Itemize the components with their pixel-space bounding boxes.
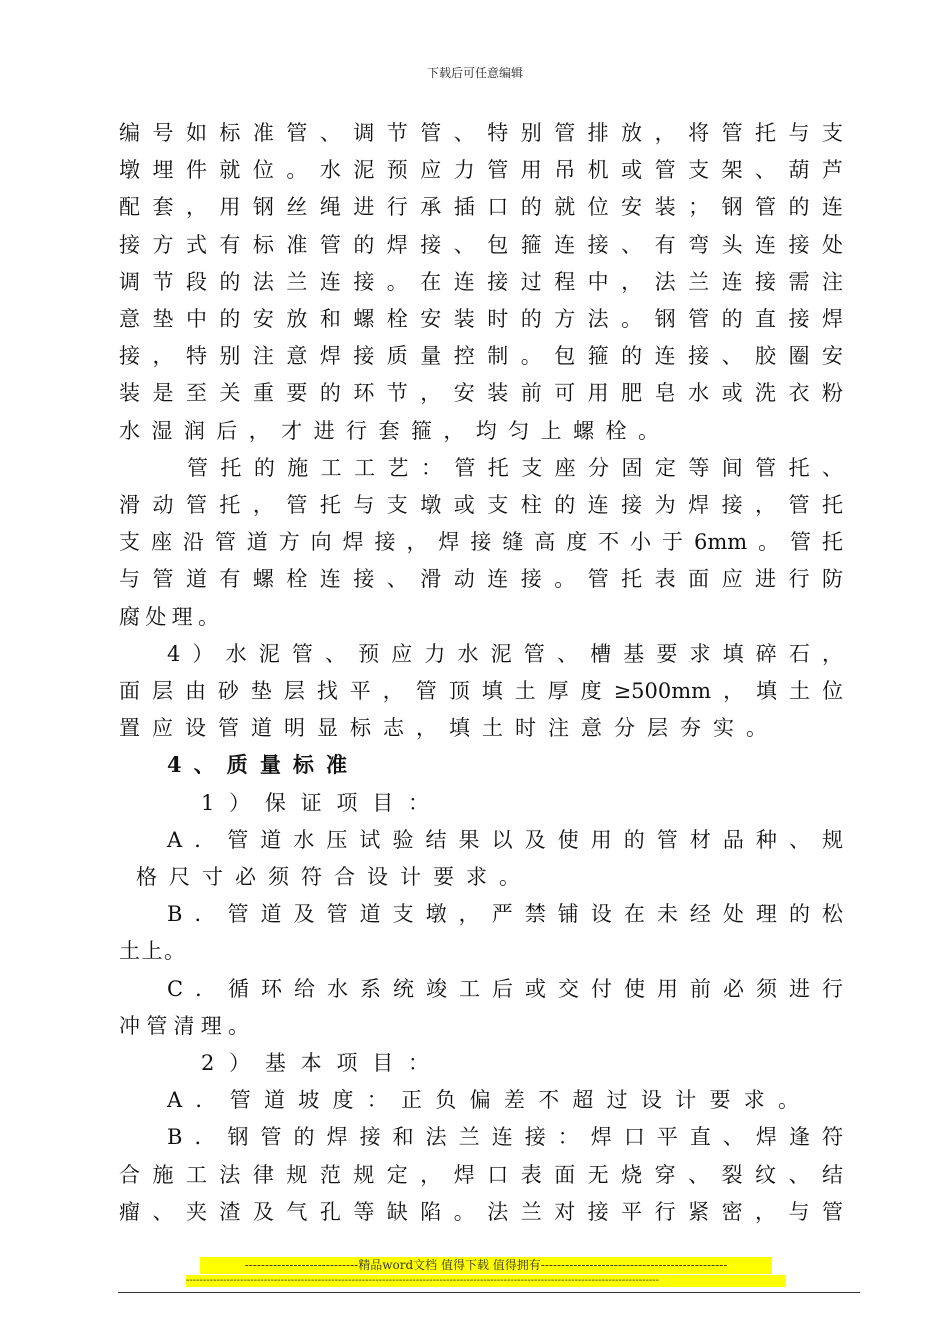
body-line: 编号如标准管、调节管、特别管排放，将管托与支: [119, 121, 843, 145]
body-line: 面层由砂垫层找平，管顶填土厚度≥500mm，填土位: [119, 679, 843, 703]
body-line: 腐处理。: [119, 604, 219, 629]
body-line: 4）水泥管、预应力水泥管、槽基要求填碎石，: [167, 641, 843, 666]
body-line: 意垫中的安放和螺栓安装时的方法。钢管的直接焊: [119, 307, 843, 331]
body-line: 装是至关重要的环节，安装前可用肥皂水或洗衣粉: [119, 381, 843, 406]
body-line: A．管道水压试验结果以及使用的管材品种、规: [167, 827, 843, 852]
body-line: A．管道坡度：正负偏差不超过设计要求。: [167, 1088, 799, 1113]
footer-dashes: --------------------------------------------------------------------------------------------------------------------------------------------: [186, 1275, 786, 1287]
body-line: 格尺寸必须符合设计要求。: [136, 865, 520, 889]
body-line: 合施工法律规范规定，焊口表面无烧穿、裂纹、结: [119, 1162, 843, 1187]
page-header: 下载后可任意编辑: [426, 66, 523, 80]
body-line: 2）基本项目：: [201, 1051, 429, 1075]
footer-banner: ----------------------------精品word文档 值得下载 值得拥有----------------------------------------------: [200, 1257, 772, 1274]
body-line: B．钢管的焊接和法兰连接：焊口平直、焊逢符: [167, 1125, 843, 1150]
body-line: 滑动管托，管托与支墩或支柱的连接为焊接，管托: [119, 493, 843, 517]
body-line: 与管道有螺栓连接、滑动连接。管托表面应进行防: [119, 567, 843, 592]
body-line: B．管道及管道支墩，严禁铺设在未经处理的松: [167, 902, 843, 927]
body-line: 接，特别注意焊接质量控制。包箍的连接、胶圈安: [119, 344, 843, 369]
body-line: 水湿润后，才进行套箍，均匀上螺栓。: [119, 418, 659, 443]
body-line: 接方式有标准管的焊接、包箍连接、有弯头连接处: [119, 232, 843, 257]
body-line: 1）保证项目：: [201, 790, 429, 815]
body-line: 配套，用钢丝绳进行承插口的就位安装；钢管的连: [119, 195, 843, 220]
footer-rule: [118, 1292, 860, 1293]
body-line: C．循环给水系统竣工后或交付使用前必须进行: [167, 976, 843, 1001]
body-line: 管托的施工工艺：管托支座分固定等间管托、: [187, 455, 843, 480]
body-line: 土上。: [119, 939, 185, 964]
body-line: 墩埋件就位。水泥预应力管用吊机或管支架、葫芦: [119, 158, 843, 183]
body-line: 瘤、夹渣及气孔等缺陷。法兰对接平行紧密，与管: [119, 1199, 843, 1224]
body-line: 支座沿管道方向焊接，焊接缝高度不小于6mm。管托: [119, 530, 843, 555]
body-line: 4、质量标准: [167, 752, 347, 778]
body-line: 冲管清理。: [119, 1013, 249, 1038]
body-line: 置应设管道明显标志，填土时注意分层夯实。: [119, 716, 767, 741]
body-line: 调节段的法兰连接。在连接过程中，法兰连接需注: [119, 269, 843, 294]
